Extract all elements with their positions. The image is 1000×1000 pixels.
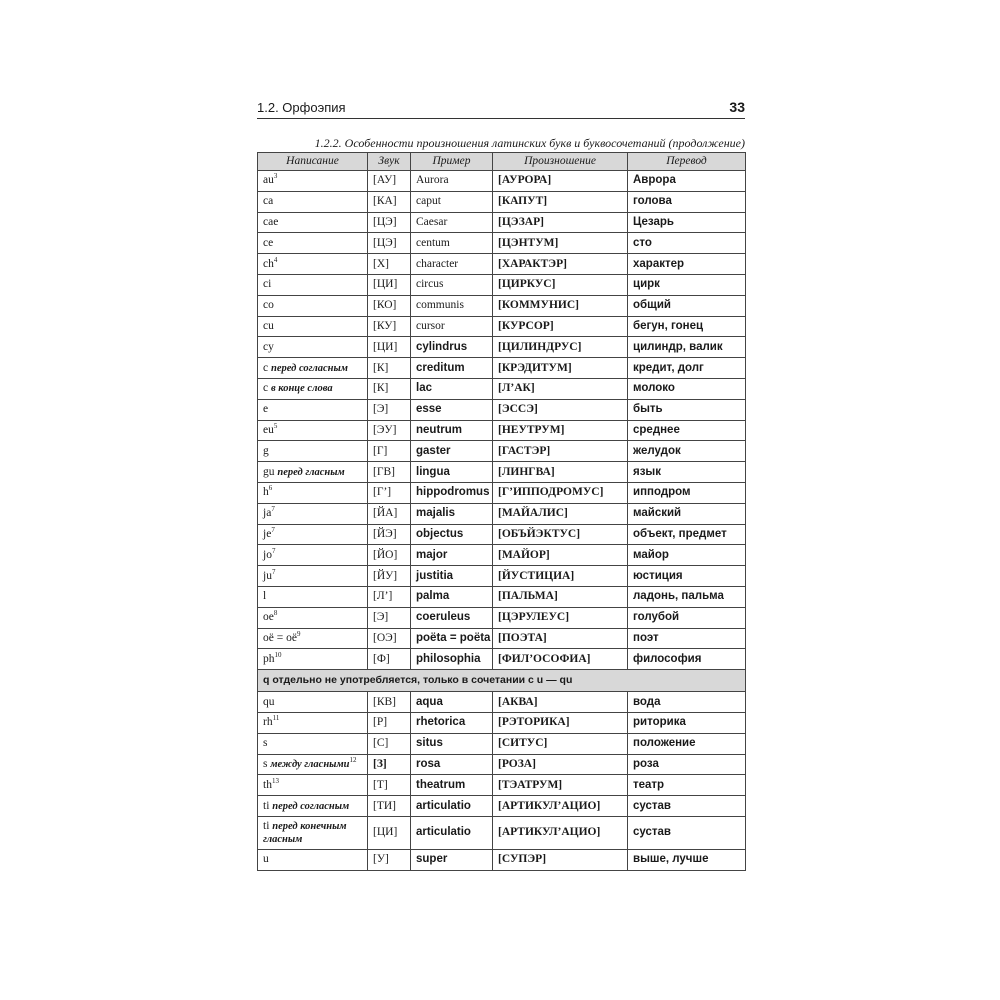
cell-example: palma (411, 586, 493, 607)
table-row (258, 441, 746, 462)
cell-example: articulatio (411, 816, 493, 849)
spelling-text: s (263, 757, 268, 770)
cell-spelling (258, 692, 368, 713)
footnote-mark: 13 (271, 776, 279, 785)
cell-spelling (258, 191, 368, 212)
cell-spelling (258, 337, 368, 358)
cell-sound: [АУ] (368, 171, 411, 192)
cell-translation: юстиция (628, 566, 746, 587)
cell-translation: цилиндр, валик (628, 337, 746, 358)
footnote-mark: 7 (271, 505, 275, 514)
spelling-condition: перед гласным (277, 466, 345, 478)
cell-translation: голубой (628, 607, 746, 628)
table-row (258, 358, 746, 379)
table-header-row (258, 153, 746, 171)
cell-pronunciation: [КОММУНИС] (493, 295, 628, 316)
cell-pronunciation: [КРЭДИТУМ] (493, 358, 628, 379)
cell-pronunciation: [РОЗА] (493, 754, 628, 775)
cell-example: majalis (411, 503, 493, 524)
cell-example: centum (411, 233, 493, 254)
cell-example: lingua (411, 462, 493, 483)
cell-translation: ипподром (628, 482, 746, 503)
spelling-text: oë = oё (263, 631, 297, 644)
spelling-text: g (263, 444, 269, 457)
cell-sound: [ГВ] (368, 462, 411, 483)
cell-sound: [Ф] (368, 649, 411, 670)
cell-example: aqua (411, 692, 493, 713)
spelling-condition: перед согласным (272, 800, 350, 812)
cell-spelling (258, 378, 368, 399)
cell-sound: [КО] (368, 295, 411, 316)
table-row (258, 191, 746, 212)
cell-spelling (258, 775, 368, 796)
col-header-translation: Перевод (628, 153, 746, 171)
cell-example: super (411, 849, 493, 870)
footnote-mark: 4 (273, 255, 278, 264)
cell-pronunciation: [НЕУТРУМ] (493, 420, 628, 441)
spelling-text: cy (263, 340, 274, 353)
footnote-mark: 9 (296, 630, 301, 639)
cell-spelling (258, 628, 368, 649)
cell-sound: [ЦИ] (368, 274, 411, 295)
cell-sound: [ЙЭ] (368, 524, 411, 545)
cell-spelling (258, 607, 368, 628)
cell-example: Aurora (411, 171, 493, 192)
table-row (258, 274, 746, 295)
table-row (258, 482, 746, 503)
spelling-text: c (263, 382, 269, 395)
footnote-mark: 11 (272, 714, 280, 723)
table-row (258, 233, 746, 254)
cell-pronunciation: [СУПЭР] (493, 849, 628, 870)
cell-pronunciation: [АРТИКУЛ’АЦИО] (493, 816, 628, 849)
cell-pronunciation: [ЦЭНТУМ] (493, 233, 628, 254)
footnote-mark: 6 (268, 484, 273, 493)
table-row (258, 586, 746, 607)
cell-spelling (258, 462, 368, 483)
cell-spelling (258, 358, 368, 379)
cell-example: rhetorica (411, 712, 493, 733)
cell-pronunciation: [ЦЭРУЛЕУС] (493, 607, 628, 628)
footnote-mark: 3 (273, 172, 278, 181)
cell-pronunciation: [АУРОРА] (493, 171, 628, 192)
cell-sound: [Г] (368, 441, 411, 462)
cell-translation: риторика (628, 712, 746, 733)
spelling-text: eu (263, 423, 274, 436)
cell-translation: цирк (628, 274, 746, 295)
cell-example: communis (411, 295, 493, 316)
spelling-text: h (263, 486, 269, 499)
cell-pronunciation: [ГАСТЭР] (493, 441, 628, 462)
cell-example: character (411, 254, 493, 275)
cell-sound: [ЙА] (368, 503, 411, 524)
footnote-mark: 7 (271, 526, 275, 535)
cell-translation: философия (628, 649, 746, 670)
cell-example: justitia (411, 566, 493, 587)
cell-example: coeruleus (411, 607, 493, 628)
table-row (258, 378, 746, 399)
table-row (258, 399, 746, 420)
cell-translation: бегун, гонец (628, 316, 746, 337)
cell-pronunciation: [МАЙОР] (493, 545, 628, 566)
spelling-text: e (263, 403, 269, 416)
spelling-text: ci (263, 278, 272, 291)
footnote-mark: 7 (271, 546, 276, 555)
spelling-text: u (263, 853, 269, 866)
table-row (258, 337, 746, 358)
cell-example: esse (411, 399, 493, 420)
cell-translation: театр (628, 775, 746, 796)
cell-example: articulatio (411, 796, 493, 817)
section-title: 1.2. Орфоэпия (257, 100, 346, 115)
cell-pronunciation: [ЛИНГВА] (493, 462, 628, 483)
spelling-text: c (263, 361, 269, 374)
cell-example: caput (411, 191, 493, 212)
cell-sound: [ЦИ] (368, 337, 411, 358)
spelling-text: s (263, 737, 268, 750)
cell-spelling (258, 733, 368, 754)
cell-example: hippodromus (411, 482, 493, 503)
table-row (258, 545, 746, 566)
cell-sound: [Т] (368, 775, 411, 796)
cell-spelling (258, 545, 368, 566)
table-caption: 1.2.2. Особенности произношения латинских букв и буквосочетаний (продолжение) (314, 136, 745, 150)
cell-pronunciation: [РЭТОРИКА] (493, 712, 628, 733)
footnote-mark: 5 (273, 422, 278, 431)
spelling-text: oe (263, 611, 274, 624)
cell-translation: поэт (628, 628, 746, 649)
spelling-text: au (263, 174, 274, 187)
cell-sound: [С] (368, 733, 411, 754)
cell-example: cylindrus (411, 337, 493, 358)
spelling-condition: перед согласным (270, 362, 348, 374)
cell-sound: [У] (368, 849, 411, 870)
cell-pronunciation: [ПАЛЬМА] (493, 586, 628, 607)
table-row (258, 796, 746, 817)
spelling-text: rh (263, 716, 273, 729)
cell-spelling (258, 212, 368, 233)
cell-spelling (258, 441, 368, 462)
cell-example: circus (411, 274, 493, 295)
col-header-sound: Звук (368, 153, 411, 171)
footnote-mark: 12 (349, 756, 357, 765)
cell-pronunciation: [Г’ИППОДРОМУС] (493, 482, 628, 503)
cell-example: lac (411, 378, 493, 399)
cell-translation: быть (628, 399, 746, 420)
table-row (258, 712, 746, 733)
cell-translation: вода (628, 692, 746, 713)
table-row (258, 503, 746, 524)
table-row (258, 816, 746, 849)
cell-translation: Аврора (628, 171, 746, 192)
cell-example: major (411, 545, 493, 566)
cell-translation: среднее (628, 420, 746, 441)
cell-sound: [Э] (368, 399, 411, 420)
cell-spelling (258, 849, 368, 870)
cell-pronunciation: [Л’АК] (493, 378, 628, 399)
cell-sound: [ЦЭ] (368, 212, 411, 233)
running-head (257, 98, 745, 122)
cell-translation: голова (628, 191, 746, 212)
cell-pronunciation: [ФИЛ’ОСОФИА] (493, 649, 628, 670)
cell-translation: сустав (628, 816, 746, 849)
cell-translation: общий (628, 295, 746, 316)
cell-spelling (258, 420, 368, 441)
spelling-text: ju (263, 569, 272, 582)
cell-translation: ладонь, пальма (628, 586, 746, 607)
cell-translation: сустав (628, 796, 746, 817)
table-row (258, 775, 746, 796)
table-row (258, 295, 746, 316)
cell-example: poëta = poёta (411, 628, 493, 649)
table-row (258, 462, 746, 483)
table-row (258, 733, 746, 754)
cell-spelling (258, 754, 368, 775)
spelling-condition: перед конечным гласным (263, 820, 347, 845)
cell-translation: объект, предмет (628, 524, 746, 545)
cell-example: creditum (411, 358, 493, 379)
cell-spelling (258, 816, 368, 849)
cell-spelling (258, 399, 368, 420)
cell-pronunciation: [КАПУТ] (493, 191, 628, 212)
cell-sound: [З] (368, 754, 411, 775)
table-row (258, 649, 746, 670)
header-rule (257, 118, 745, 119)
spelling-text: cae (263, 215, 279, 228)
spelling-condition: в конце слова (270, 383, 333, 395)
cell-pronunciation: [МАЙАЛИС] (493, 503, 628, 524)
cell-spelling (258, 503, 368, 524)
cell-pronunciation: [КУРСОР] (493, 316, 628, 337)
cell-translation: сто (628, 233, 746, 254)
cell-sound: [ЦЭ] (368, 233, 411, 254)
cell-sound: [Э] (368, 607, 411, 628)
table-row (258, 849, 746, 870)
cell-pronunciation: [ЭССЭ] (493, 399, 628, 420)
spelling-text: cu (263, 319, 274, 332)
col-header-example: Пример (411, 153, 493, 171)
cell-spelling (258, 254, 368, 275)
table-row (258, 692, 746, 713)
cell-spelling (258, 295, 368, 316)
table-row (258, 212, 746, 233)
table-row (258, 524, 746, 545)
cell-example: neutrum (411, 420, 493, 441)
cell-spelling (258, 712, 368, 733)
cell-pronunciation: [АКВА] (493, 692, 628, 713)
cell-spelling (258, 316, 368, 337)
cell-pronunciation: [ХАРАКТЭР] (493, 254, 628, 275)
cell-pronunciation: [СИТУС] (493, 733, 628, 754)
table-row (258, 171, 746, 192)
cell-translation: молоко (628, 378, 746, 399)
spelling-text: l (263, 590, 267, 603)
cell-example: Caesar (411, 212, 493, 233)
table-row (258, 566, 746, 587)
cell-sound: [ТИ] (368, 796, 411, 817)
cell-sound: [КУ] (368, 316, 411, 337)
cell-translation: майский (628, 503, 746, 524)
cell-translation: майор (628, 545, 746, 566)
cell-example: situs (411, 733, 493, 754)
note-row (258, 670, 746, 692)
spelling-text: ja (263, 507, 272, 520)
page-number: 33 (729, 99, 745, 115)
spelling-text: ch (263, 257, 274, 270)
cell-spelling (258, 233, 368, 254)
cell-example: objectus (411, 524, 493, 545)
cell-translation: кредит, долг (628, 358, 746, 379)
cell-translation: Цезарь (628, 212, 746, 233)
cell-sound: [Г’] (368, 482, 411, 503)
cell-example: philosophia (411, 649, 493, 670)
cell-spelling (258, 586, 368, 607)
cell-sound: [КВ] (368, 692, 411, 713)
cell-spelling (258, 274, 368, 295)
cell-spelling (258, 524, 368, 545)
cell-pronunciation: [ЦЭЗАР] (493, 212, 628, 233)
cell-spelling (258, 649, 368, 670)
table-row (258, 628, 746, 649)
cell-spelling (258, 482, 368, 503)
cell-spelling (258, 566, 368, 587)
spelling-text: jo (263, 548, 272, 561)
cell-translation: выше, лучше (628, 849, 746, 870)
table-row (258, 420, 746, 441)
cell-sound: [КА] (368, 191, 411, 212)
cell-sound: [К] (368, 358, 411, 379)
cell-pronunciation: [ЙУСТИЦИА] (493, 566, 628, 587)
table-row (258, 607, 746, 628)
cell-example: cursor (411, 316, 493, 337)
spelling-condition: между гласными (270, 758, 350, 770)
cell-translation: положение (628, 733, 746, 754)
cell-translation: роза (628, 754, 746, 775)
cell-translation: характер (628, 254, 746, 275)
table-row (258, 316, 746, 337)
footnote-mark: 8 (273, 609, 278, 618)
cell-example: gaster (411, 441, 493, 462)
cell-sound: [Х] (368, 254, 411, 275)
cell-pronunciation: [ПОЭТА] (493, 628, 628, 649)
cell-sound: [К] (368, 378, 411, 399)
cell-sound: [Р] (368, 712, 411, 733)
table-row (258, 754, 746, 775)
spelling-text: qu (263, 695, 275, 708)
cell-sound: [ЙО] (368, 545, 411, 566)
cell-pronunciation: [ОБЪЙЭКТУС] (493, 524, 628, 545)
cell-pronunciation: [АРТИКУЛ’АЦИО] (493, 796, 628, 817)
cell-sound: [ЦИ] (368, 816, 411, 849)
spelling-text: je (263, 527, 272, 540)
cell-example: theatrum (411, 775, 493, 796)
col-header-pronunciation: Произношение (493, 153, 628, 171)
spelling-text: ce (263, 236, 274, 249)
spelling-text: ca (263, 195, 274, 208)
spelling-text: ti (263, 799, 270, 812)
cell-pronunciation: [ЦИЛИНДРУС] (493, 337, 628, 358)
note-text: q отдельно не употребляется, только в сочетании с u — qu (258, 670, 746, 692)
cell-spelling (258, 796, 368, 817)
pronunciation-table (257, 152, 746, 871)
cell-example: rosa (411, 754, 493, 775)
spelling-text: th (263, 778, 272, 791)
cell-translation: язык (628, 462, 746, 483)
footnote-mark: 10 (274, 650, 282, 659)
col-header-spelling: Написание (258, 153, 368, 171)
cell-sound: [ОЭ] (368, 628, 411, 649)
spelling-text: ph (263, 652, 275, 665)
cell-sound: [ЭУ] (368, 420, 411, 441)
spelling-text: gu (263, 465, 275, 478)
cell-sound: [ЙУ] (368, 566, 411, 587)
cell-sound: [Л’] (368, 586, 411, 607)
table-row (258, 254, 746, 275)
spelling-text: co (263, 299, 274, 312)
spelling-text: ti (263, 819, 270, 832)
cell-spelling (258, 171, 368, 192)
cell-pronunciation: [ЦИРКУС] (493, 274, 628, 295)
cell-translation: желудок (628, 441, 746, 462)
cell-pronunciation: [ТЭАТРУМ] (493, 775, 628, 796)
footnote-mark: 7 (271, 567, 276, 576)
book-page (257, 98, 745, 866)
